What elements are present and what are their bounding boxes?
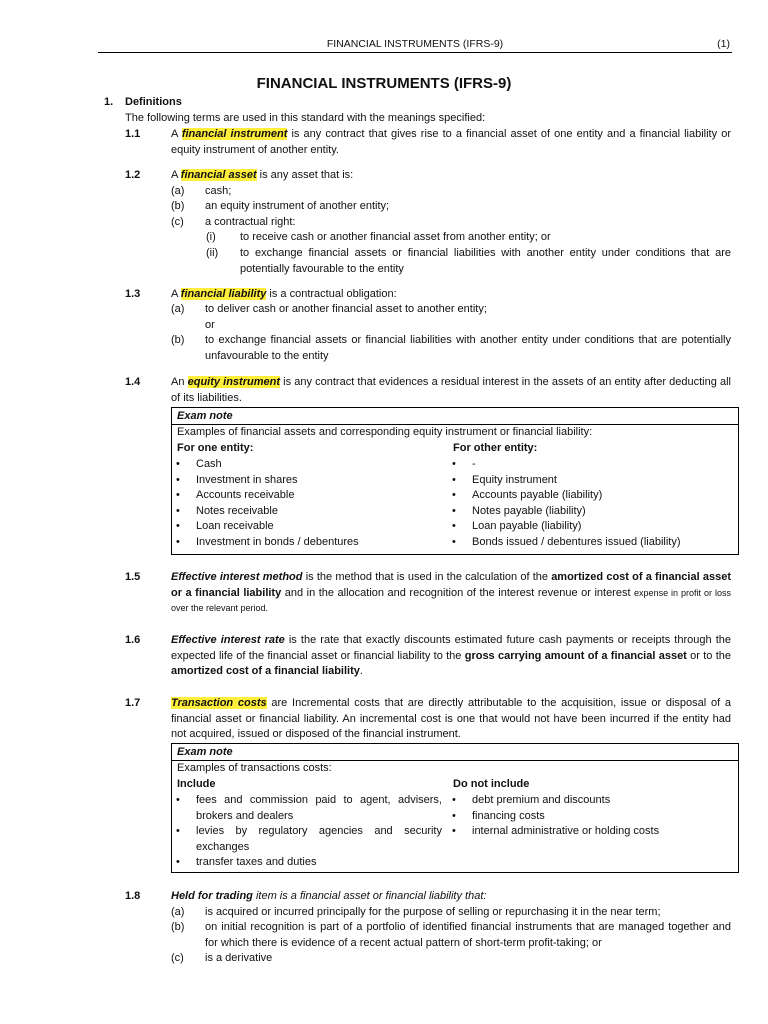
- def-number: 1.6: [125, 634, 141, 646]
- item-label: (a): [171, 185, 185, 197]
- item-text: on initial recognition is part of a portfolio of identified financial instruments that are managed together and for which there is evidence of a recent actual pattern of short-term profit-taking; or: [205, 921, 731, 949]
- def-number: 1.8: [125, 890, 141, 902]
- section-number: 1.: [104, 96, 114, 108]
- def-equity-instrument: An equity instrument is any contract that evidences a residual interest in the assets of an entity after deducting all of its liabilities.: [171, 376, 732, 404]
- def-held-for-trading: Held for trading item is a financial asset or financial liability that:: [171, 890, 487, 902]
- term-highlight: Transaction costs: [171, 697, 267, 709]
- column-heading: Include: [177, 778, 216, 790]
- exam-note-intro: Examples of financial assets and corresponding equity instrument or financial liability:: [177, 426, 593, 438]
- column-heading: For other entity:: [453, 442, 538, 454]
- subitem-label: (ii): [206, 247, 219, 259]
- item-label: (b): [171, 334, 185, 346]
- list-item: • -: [448, 457, 733, 473]
- item-text: to deliver cash or another financial asset to another entity;: [205, 303, 487, 315]
- item-text: is a derivative: [205, 952, 273, 964]
- header-title: FINANCIAL INSTRUMENTS (IFRS-9): [326, 38, 504, 50]
- item-text: a contractual right:: [205, 216, 296, 228]
- exam-note-heading: Exam note: [172, 744, 738, 761]
- def-effective-interest-rate: Effective interest rate is the rate that exactly discounts estimated future cash payments or receipts through the expected life of the financial asset or financial liability to the gross carrying amount of a financial asset or to the amortized cost of a financial liability.: [171, 634, 731, 677]
- item-label: (a): [171, 303, 185, 315]
- item-text: to exchange financial assets or financial liabilities with another entity under conditions that are potentially unfavourable to the entity: [205, 334, 731, 362]
- list-item: • Loan payable (liability): [448, 519, 733, 535]
- def-number: 1.4: [125, 376, 141, 388]
- list-item: • Notes payable (liability): [448, 504, 733, 520]
- def-financial-asset: A financial asset is any asset that is:: [171, 169, 354, 181]
- list-item: • levies by regulatory agencies and security exchanges: [172, 824, 442, 855]
- list-item: • Notes receivable: [172, 504, 452, 520]
- subitem-label: (i): [206, 231, 216, 243]
- left-list: [172, 457, 452, 550]
- list-item: • financing costs: [448, 809, 733, 825]
- list-item: • internal administrative or holding costs: [448, 824, 733, 840]
- item-label: (c): [171, 216, 184, 228]
- term-highlight: equity instrument: [187, 376, 280, 388]
- column-heading: For one entity:: [177, 442, 254, 454]
- def-financial-liability: A financial liability is a contractual obligation:: [171, 288, 397, 300]
- def-number: 1.3: [125, 288, 141, 300]
- item-text: cash;: [205, 185, 232, 197]
- def-effective-interest-method: Effective interest method is the method that is used in the calculation of the amortized cost of a financial asset or a financial liability and in the allocation and recognition of the interest revenue or interest expense in profit or loss over the relevant period.: [171, 571, 731, 613]
- exam-note-body: [172, 761, 738, 868]
- list-item: • Cash: [172, 457, 452, 473]
- item-text: is acquired or incurred principally for the purpose of selling or repurchasing it in the near term;: [205, 906, 661, 918]
- list-item: • debt premium and discounts: [448, 793, 733, 809]
- list-item: • fees and commission paid to agent, advisers, brokers and dealers: [172, 793, 442, 824]
- document-title: FINANCIAL INSTRUMENTS (IFRS-9): [256, 75, 512, 92]
- item-label: (b): [171, 921, 185, 933]
- subitem-text: to receive cash or another financial asset from another entity; or: [240, 231, 551, 243]
- column-heading: Do not include: [453, 778, 530, 790]
- def-transaction-costs: Transaction costs are Incremental costs that are directly attributable to the acquisition, issue or disposal of a financial asset or financial liability. An incremental cost is one that would not have been incurred if the entity had not acquired, issued or disposed of the financial instrument.: [171, 697, 731, 740]
- item-label: (b): [171, 200, 185, 212]
- right-list: [448, 793, 733, 840]
- def-number: 1.1: [125, 128, 141, 140]
- list-item: • Bonds issued / debentures issued (liability): [448, 535, 733, 551]
- def-number: 1.7: [125, 697, 141, 709]
- right-list: [448, 457, 733, 550]
- running-header: [98, 37, 732, 53]
- list-item: • Accounts receivable: [172, 488, 452, 504]
- term: Effective interest method: [171, 571, 303, 583]
- term-highlight: financial instrument: [181, 128, 288, 140]
- item-label: (c): [171, 952, 184, 964]
- item-text: an equity instrument of another entity;: [205, 200, 390, 212]
- term-highlight: financial asset: [180, 169, 257, 181]
- left-list: [172, 793, 442, 871]
- exam-note-heading: Exam note: [172, 408, 738, 425]
- term: Held for trading: [171, 890, 253, 902]
- item-label: (a): [171, 906, 185, 918]
- subitem-text: to exchange financial assets or financial liabilities with another entity under conditions that are potentially favourable to the entity: [240, 247, 731, 275]
- list-item: • Investment in shares: [172, 473, 452, 489]
- list-item: • transfer taxes and duties: [172, 855, 442, 871]
- def-number: 1.5: [125, 571, 141, 583]
- section-intro: The following terms are used in this standard with the meanings specified:: [125, 112, 486, 124]
- section-title: Definitions: [125, 96, 182, 108]
- exam-note-intro: Examples of transactions costs:: [177, 762, 332, 774]
- item-text: or: [205, 319, 215, 331]
- exam-note-box: [171, 743, 739, 873]
- list-item: • Investment in bonds / debentures: [172, 535, 452, 551]
- list-item: • Equity instrument: [448, 473, 733, 489]
- exam-note-body: [172, 425, 738, 548]
- list-item: • Accounts payable (liability): [448, 488, 733, 504]
- term-highlight: financial liability: [180, 288, 267, 300]
- term: Effective interest rate: [171, 634, 285, 646]
- def-financial-instrument: A financial instrument is any contract that gives rise to a financial asset of one entity and a financial liability or equity instrument of another entity.: [171, 128, 731, 156]
- exam-note-box: [171, 407, 739, 555]
- list-item: • Loan receivable: [172, 519, 452, 535]
- page-number: (1): [717, 38, 730, 50]
- def-number: 1.2: [125, 169, 141, 181]
